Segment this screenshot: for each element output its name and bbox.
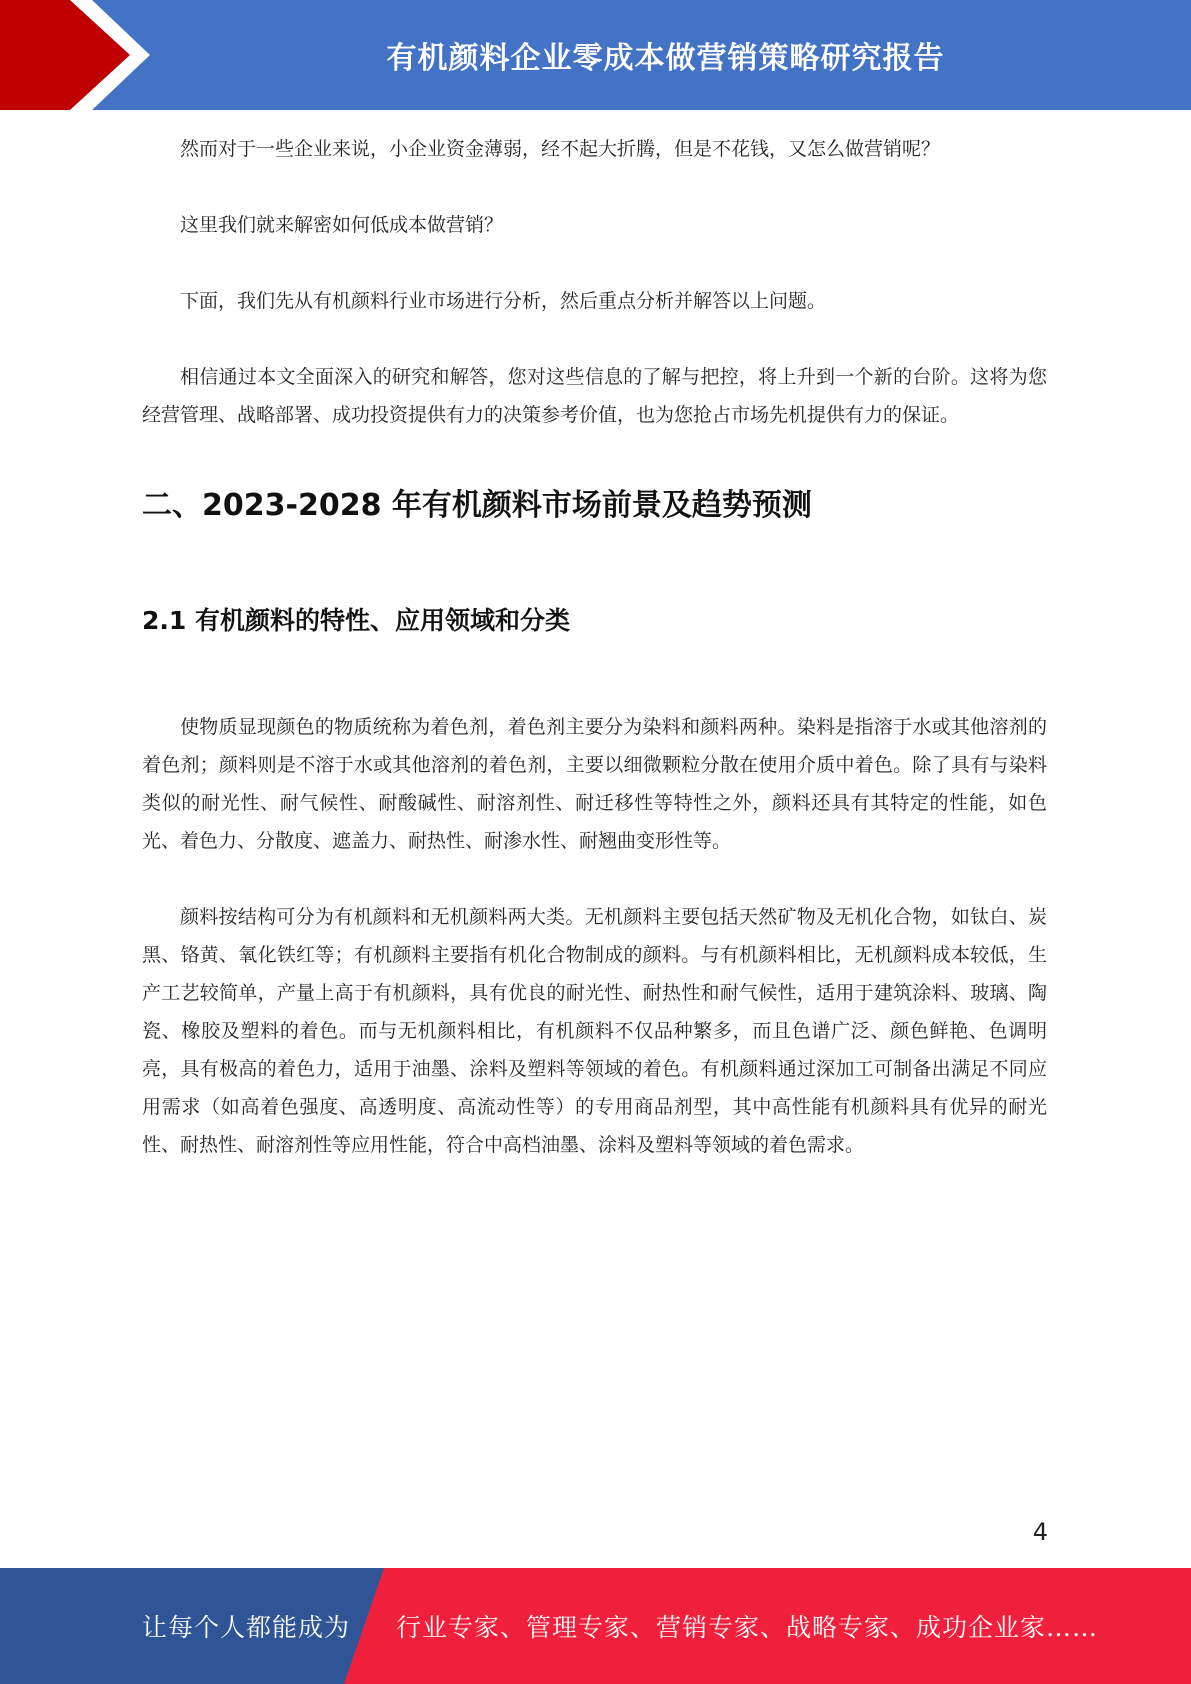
page-footer	[0, 1568, 1191, 1684]
body-paragraph-1: 使物质显现颜色的物质统称为着色剂，着色剂主要分为染料和颜料两种。染料是指溶于水或其他溶剂的着色剂；颜料则是不溶于水或其他溶剂的着色剂，主要以细微颗粒分散在使用介质中着色。除了具有与染料类似的耐光性、耐气候性、耐酸碱性、耐溶剂性、耐迁移性等特性之外，颜料还具有其特定的性能，如色光、着色力、分散度、遮盖力、耐热性、耐渗水性、耐翘曲变形性等。	[142, 716, 1047, 852]
intro-paragraph-1: 然而对于一些企业来说，小企业资金薄弱，经不起大折腾，但是不花钱，又怎么做营销呢？	[180, 138, 941, 160]
page-number: 4	[1032, 1518, 1048, 1546]
footer-slogan-right: 行业专家、管理专家、营销专家、战略专家、成功企业家……	[396, 1613, 1099, 1642]
intro-paragraph-3: 下面，我们先从有机颜料行业市场进行分析，然后重点分析并解答以上问题。	[180, 290, 827, 312]
intro-paragraph-2: 这里我们就来解密如何低成本做营销？	[180, 214, 504, 236]
page-content	[142, 130, 1047, 1164]
section-heading: 二、2023-2028 年有机颜料市场前景及趋势预测	[142, 488, 812, 523]
report-title: 有机颜料企业零成本做营销策略研究报告	[386, 41, 945, 76]
subsection-heading: 2.1 有机颜料的特性、应用领域和分类	[142, 606, 570, 635]
body-paragraph-2: 颜料按结构可分为有机颜料和无机颜料两大类。无机颜料主要包括天然矿物及无机化合物，如钛白、炭黑、铬黄、氧化铁红等；有机颜料主要指有机化合物制成的颜料。与有机颜料相比，无机颜料成本较低，生产工艺较简单，产量上高于有机颜料，具有优良的耐光性、耐热性和耐气候性，适用于建筑涂料、玻璃、陶瓷、橡胶及塑料的着色。而与无机颜料相比，有机颜料不仅品种繁多，而且色谱广泛、颜色鲜艳、色调明亮，具有极高的着色力，适用于油墨、涂料及塑料等领域的着色。有机颜料通过深加工可制备出满足不同应用需求（如高着色强度、高透明度、高流动性等）的专用商品剂型，其中高性能有机颜料具有优异的耐光性、耐热性、耐溶剂性等应用性能，符合中高档油墨、涂料及塑料等领域的着色需求。	[142, 906, 1047, 1156]
footer-slogan-left: 让每个人都能成为	[142, 1613, 351, 1642]
page-header	[0, 0, 1191, 110]
intro-paragraph-4: 相信通过本文全面深入的研究和解答，您对这些信息的了解与把控，将上升到一个新的台阶。这将为您经营管理、战略部署、成功投资提供有力的决策参考价值，也为您抢占市场先机提供有力的保证。	[142, 366, 1047, 426]
